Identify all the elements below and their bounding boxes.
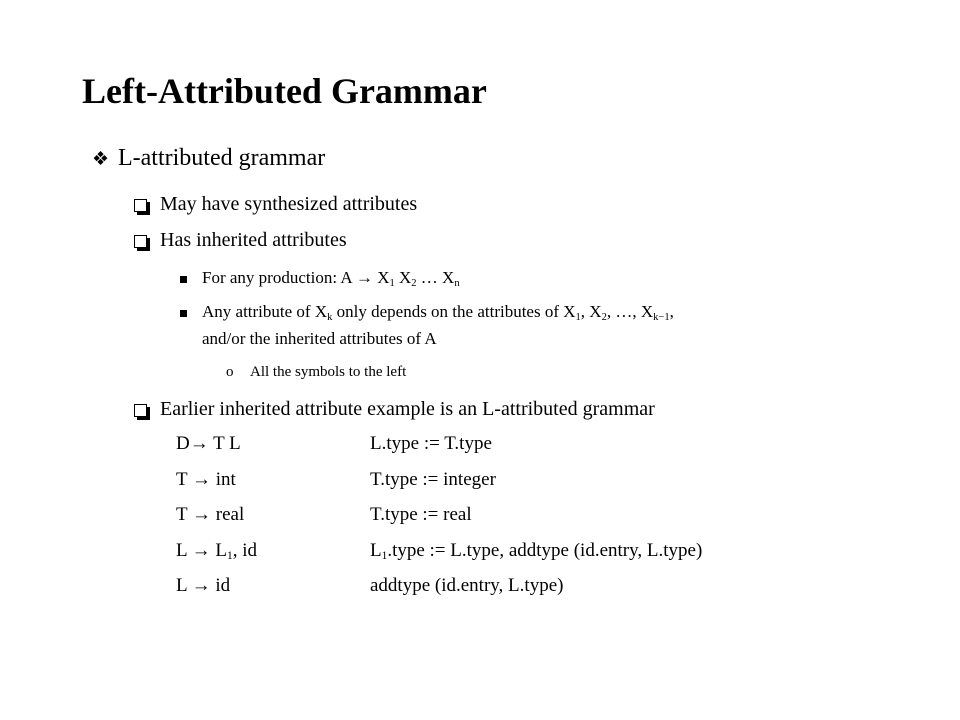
checkbox-bullet-icon <box>134 199 147 212</box>
sub-bullet-marker: o <box>226 364 234 380</box>
grammar-row-5-rule: addtype (id.entry, L.type) <box>370 575 564 596</box>
item-production: For any production: $A \to X_1$ $X_2$ … $X_n$ <box>202 268 460 289</box>
grammar-row-1-rule: L.type := T.type <box>370 433 492 454</box>
grammar-row-4-rule: $L_1.type$ := L.type, addtype (id.entry, L.type) <box>370 540 703 562</box>
grammar-row-1-production: D→ T L <box>176 433 241 454</box>
square-bullet-icon <box>180 310 187 317</box>
grammar-row-3-production: T → real <box>176 504 245 525</box>
item-earlier-example: Earlier inherited attribute example is an L-attributed grammar <box>160 398 655 420</box>
grammar-row-4-production: $L \to L_1$, id <box>176 540 257 562</box>
checkbox-bullet-icon <box>134 235 147 248</box>
grammar-row-2-rule: T.type := integer <box>370 469 496 490</box>
slide-title: Left-Attributed Grammar <box>82 71 487 111</box>
square-bullet-icon <box>180 276 187 283</box>
item-inherited: Has inherited attributes <box>160 229 347 251</box>
grammar-row-5-production: L → id <box>176 575 231 596</box>
grammar-row-2-production: T → int <box>176 469 236 490</box>
item-any-attribute-continued: and/or the inherited attributes of A <box>202 329 437 348</box>
diamond-bullet-icon: ❖ <box>92 149 110 170</box>
item-synthesized: May have synthesized attributes <box>160 193 418 215</box>
item-any-attribute: Any attribute of $X_k$ only depends on the attributes of $X_1$, $X_2$, …, $X_{k-1}$, <box>202 302 674 323</box>
bullet-l-attributed-grammar: L-attributed grammar <box>118 145 326 171</box>
checkbox-bullet-icon <box>134 404 147 417</box>
item-symbols-left: All the symbols to the left <box>250 364 407 380</box>
grammar-row-3-rule: T.type := real <box>370 504 472 525</box>
